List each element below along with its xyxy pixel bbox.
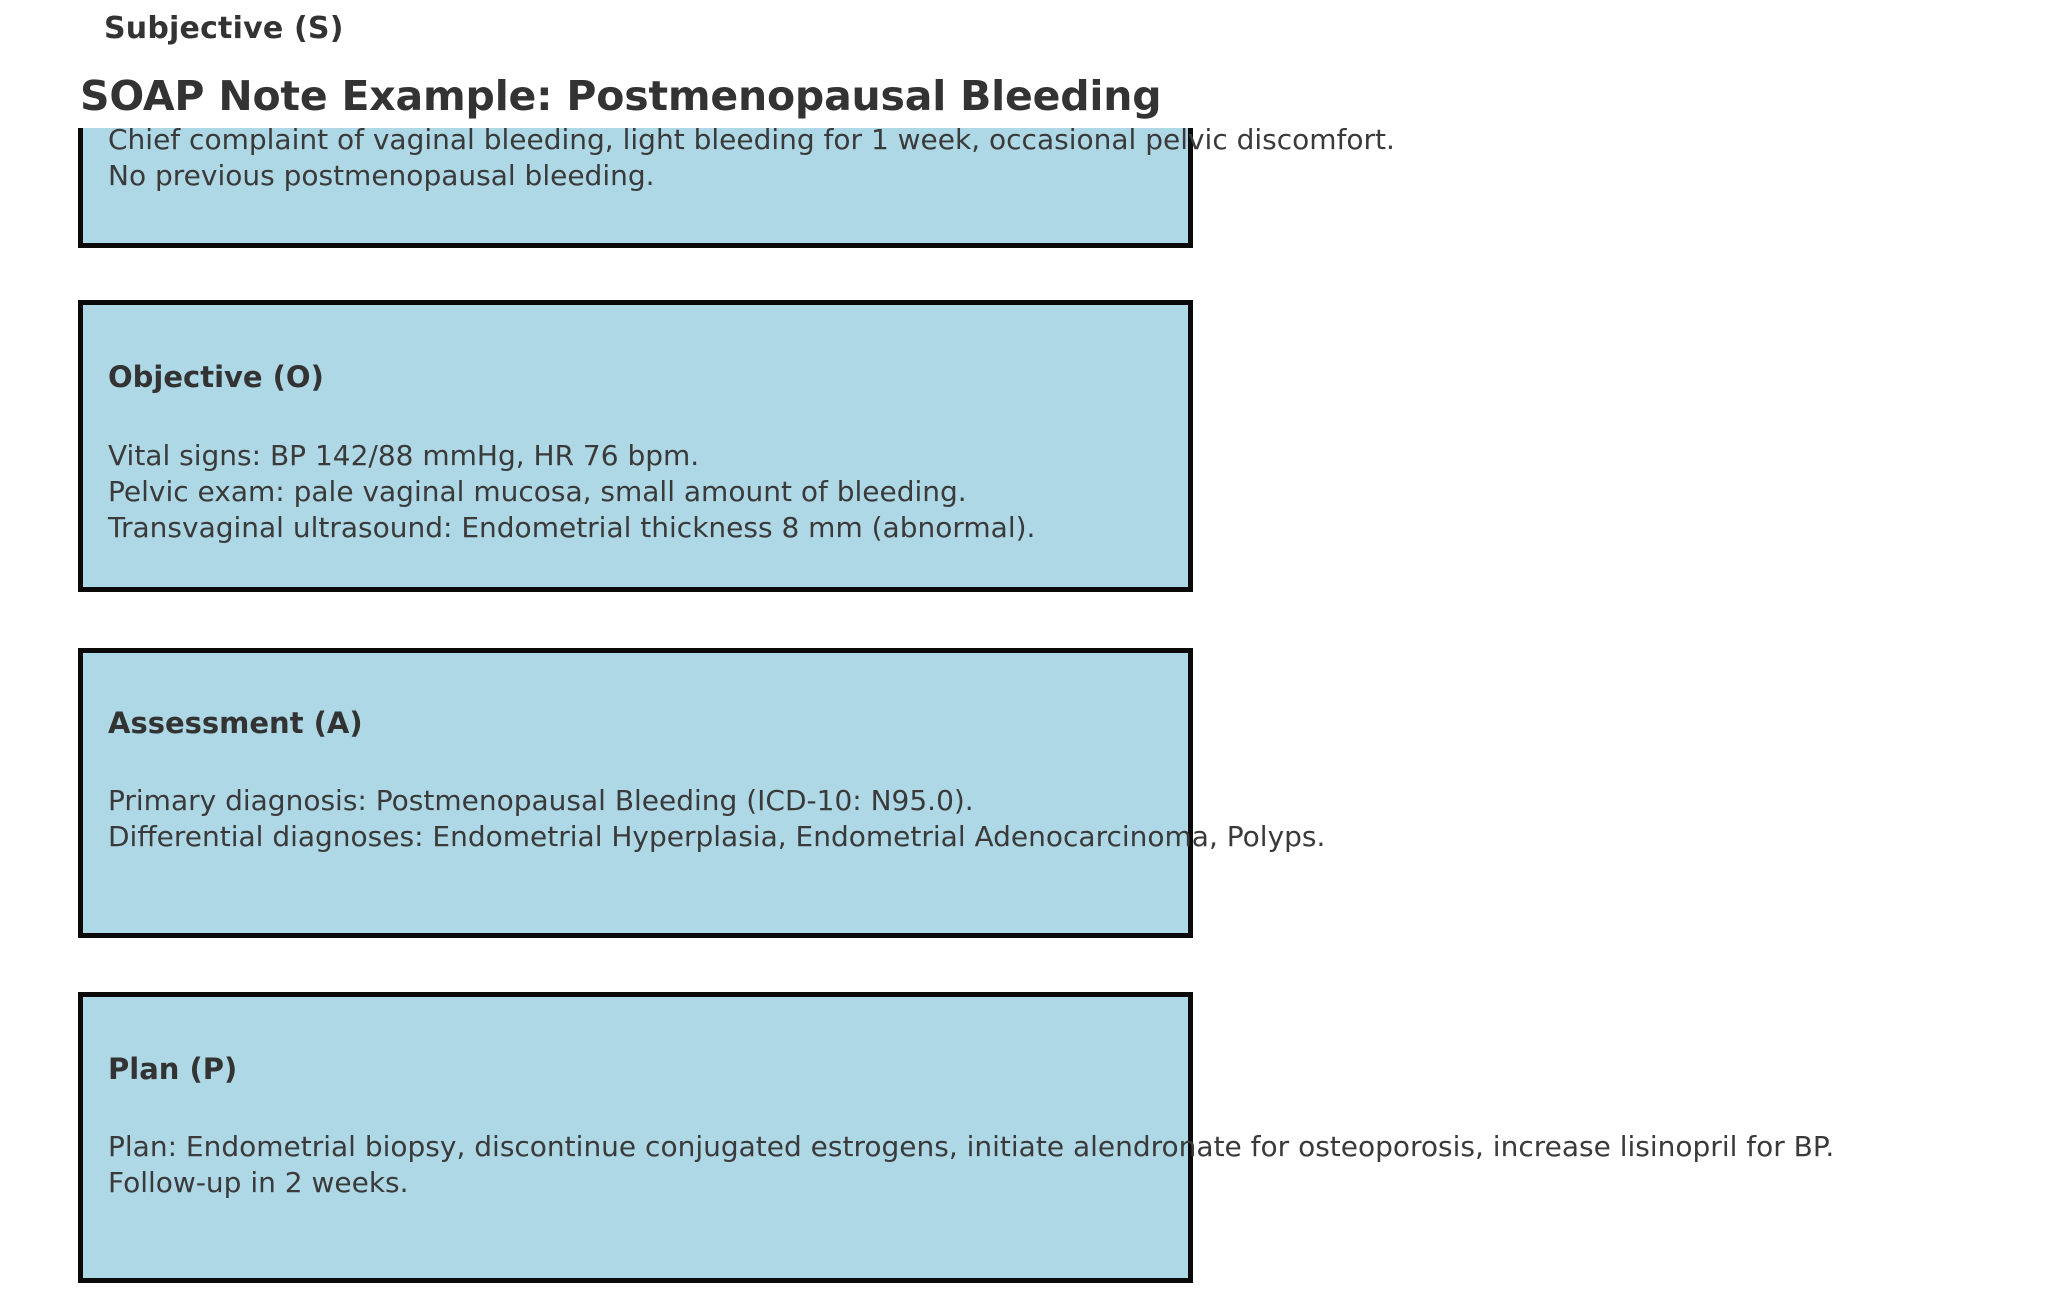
soap-box-objective — [78, 300, 1193, 592]
page-title: SOAP Note Example: Postmenopausal Bleeding — [80, 72, 1162, 120]
soap-box-plan — [78, 992, 1835, 1283]
objective-section-heading: Objective (O) — [108, 360, 324, 394]
assessment-body-line-1: Primary diagnosis: Postmenopausal Bleeding (ICD-10: N95.0). — [108, 784, 974, 817]
assessment-body — [108, 783, 1325, 855]
plan-body-line-1: Plan: Endometrial biopsy, discontinue conjugated estrogens, initiate alendronate for osteoporosis, increase lisinopril for BP. — [108, 1130, 1835, 1163]
objective-body-line-1: Vital signs: BP 142/88 mmHg, HR 76 bpm. — [108, 439, 700, 472]
subjective-body-line-2: No previous postmenopausal bleeding. — [108, 159, 655, 192]
subjective-body-line-1: Chief complaint of vaginal bleeding, light bleeding for 1 week, occasional pelvic discomfort. — [108, 123, 1395, 156]
objective-body-line-2: Pelvic exam: pale vaginal mucosa, small amount of bleeding. — [108, 475, 967, 508]
objective-body — [108, 438, 1035, 546]
plan-body — [108, 1129, 1834, 1201]
assessment-body-line-2: Differential diagnoses: Endometrial Hyperplasia, Endometrial Adenocarcinoma, Polyps. — [108, 820, 1326, 853]
plan-body-line-2: Follow-up in 2 weeks. — [108, 1166, 409, 1199]
soap-box-subjective — [78, 123, 1395, 248]
plan-section-heading: Plan (P) — [108, 1052, 238, 1086]
subjective-section-heading: Subjective (S) — [104, 11, 344, 46]
objective-body-line-3: Transvaginal ultrasound: Endometrial thickness 8 mm (abnormal). — [108, 511, 1036, 544]
soap-box-assessment — [78, 648, 1326, 938]
subjective-body — [108, 122, 1395, 194]
assessment-section-heading: Assessment (A) — [108, 706, 363, 740]
